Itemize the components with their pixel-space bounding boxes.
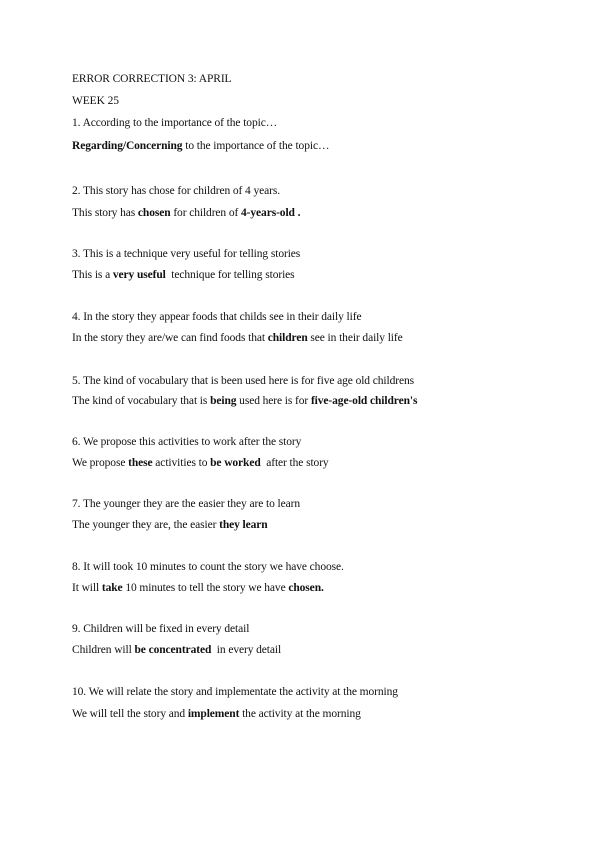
sentence-text: In the story they are/we can find foods that [72, 332, 268, 344]
document-title: ERROR CORRECTION 3: APRIL [72, 73, 232, 85]
sentence-text: used here is for [236, 395, 311, 407]
original-sentence: 4. In the story they appear foods that childs see in their daily life [72, 311, 362, 323]
corrected-sentence [72, 707, 361, 721]
correction-highlight: be concentrated [134, 644, 212, 656]
correction-highlight: 4-years-old . [241, 207, 301, 219]
original-sentence: 5. The kind of vocabulary that is been used here is for five age old childrens [72, 375, 414, 387]
original-sentence: 2. This story has chose for children of 4 years. [72, 185, 281, 197]
sentence-text: in every detail [211, 644, 282, 656]
correction-highlight: these [128, 457, 153, 469]
corrected-sentence [72, 331, 403, 345]
corrected-sentence [72, 581, 324, 595]
corrected-sentence [72, 643, 281, 657]
sentence-text: activities to [152, 457, 211, 469]
original-sentence: 3. This is a technique very useful for telling stories [72, 248, 301, 260]
original-sentence: 7. The younger they are the easier they are to learn [72, 498, 300, 510]
sentence-text: We will tell the story and [72, 708, 188, 720]
correction-highlight: Regarding/Concerning [72, 140, 183, 152]
sentence-text: This story has [72, 207, 138, 219]
sentence-text: It will [72, 582, 102, 594]
corrected-sentence [72, 139, 329, 153]
sentence-text: see in their daily life [307, 332, 403, 344]
correction-highlight: they learn [219, 519, 268, 531]
sentence-text: The younger they are, the easier [72, 519, 220, 531]
correction-highlight: five-age-old children's [310, 395, 418, 407]
corrected-sentence [72, 518, 268, 532]
correction-highlight: chosen [137, 207, 171, 219]
correction-highlight: very useful [112, 269, 166, 281]
correction-highlight: implement [187, 708, 240, 720]
sentence-text: This is a [72, 269, 113, 281]
correction-highlight: take [101, 582, 123, 594]
correction-highlight: chosen. [288, 582, 324, 594]
correction-highlight: be worked [210, 457, 261, 469]
corrected-sentence [72, 268, 295, 282]
correction-highlight: children [267, 332, 308, 344]
sentence-text: Children will [72, 644, 135, 656]
sentence-text: after the story [260, 457, 329, 469]
original-sentence: 1. According to the importance of the topic… [72, 117, 278, 129]
week-label: WEEK 25 [72, 95, 119, 107]
sentence-text: for children of [170, 207, 242, 219]
sentence-text: We propose [72, 457, 129, 469]
sentence-text: the activity at the morning [239, 708, 361, 720]
corrected-sentence [72, 456, 329, 470]
sentence-text: The kind of vocabulary that is [72, 395, 211, 407]
corrected-sentence [72, 394, 417, 408]
corrected-sentence [72, 206, 300, 220]
sentence-text: to the importance of the topic… [182, 140, 330, 152]
original-sentence: 8. It will took 10 minutes to count the story we have choose. [72, 561, 344, 573]
sentence-text: technique for telling stories [165, 269, 295, 281]
original-sentence: 6. We propose this activities to work after the story [72, 436, 302, 448]
sentence-text: 10 minutes to tell the story we have [122, 582, 289, 594]
original-sentence: 9. Children will be fixed in every detail [72, 623, 250, 635]
original-sentence: 10. We will relate the story and implementate the activity at the morning [72, 686, 398, 698]
correction-highlight: being [210, 395, 237, 407]
